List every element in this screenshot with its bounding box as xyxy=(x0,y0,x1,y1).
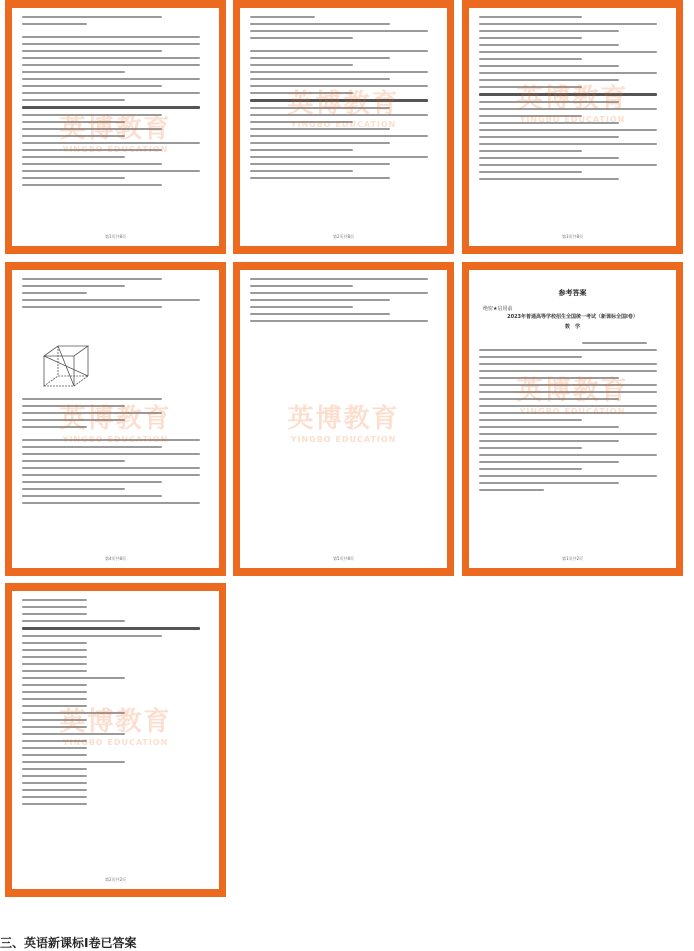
watermark: 英博教育 YINGBO EDUCATION xyxy=(59,114,172,154)
section-heading: 三、英语新课标Ⅰ卷已答案 xyxy=(0,936,137,950)
text-lines xyxy=(22,16,209,191)
answer-title: 参考答案 xyxy=(558,289,587,297)
page-thumbnail-1[interactable] xyxy=(5,0,226,254)
page-footer: 第1页共2页 xyxy=(561,556,584,561)
watermark: 英博教育 YINGBO EDUCATION xyxy=(59,707,172,747)
text-lines xyxy=(250,278,437,327)
answer-page-2 xyxy=(12,591,219,889)
text-lines xyxy=(22,278,209,313)
page-thumbnail-5[interactable] xyxy=(233,262,454,576)
page-thumbnail-2[interactable] xyxy=(233,0,454,254)
answer-page-1 xyxy=(469,270,676,568)
confidential-label: 绝密★启用前 xyxy=(483,306,513,312)
page-footer: 第1页共8页 xyxy=(104,234,127,239)
exam-page-1 xyxy=(12,8,219,246)
page-footer: 第2页共2页 xyxy=(104,877,127,882)
watermark: 英博教育 YINGBO EDUCATION xyxy=(287,404,400,444)
watermark: 英博教育 YINGBO EDUCATION xyxy=(59,404,172,444)
exam-title: 2023年普通高等学校招生全国统一考试（新课标全国Ⅰ卷） xyxy=(507,314,638,320)
exam-page-4 xyxy=(12,270,219,568)
exam-page-3 xyxy=(469,8,676,246)
page-footer: 第3页共8页 xyxy=(561,234,584,239)
prism-figure xyxy=(40,342,92,390)
page-footer: 第2页共8页 xyxy=(332,234,355,239)
page-thumbnail-4[interactable] xyxy=(5,262,226,576)
subject-label: 数 学 xyxy=(564,324,580,330)
page-footer: 第4页共8页 xyxy=(104,556,127,561)
page-thumbnail-3[interactable] xyxy=(462,0,683,254)
exam-page-2 xyxy=(240,8,447,246)
watermark: 英博教育 YINGBO EDUCATION xyxy=(516,84,629,124)
page-thumbnail-6[interactable] xyxy=(462,262,683,576)
text-lines xyxy=(479,342,666,496)
page-footer: 第5页共8页 xyxy=(332,556,355,561)
watermark: 英博教育 YINGBO EDUCATION xyxy=(287,89,400,129)
watermark: 英博教育 YINGBO EDUCATION xyxy=(516,376,629,416)
page-thumbnail-7[interactable] xyxy=(5,583,226,897)
exam-page-5 xyxy=(240,270,447,568)
